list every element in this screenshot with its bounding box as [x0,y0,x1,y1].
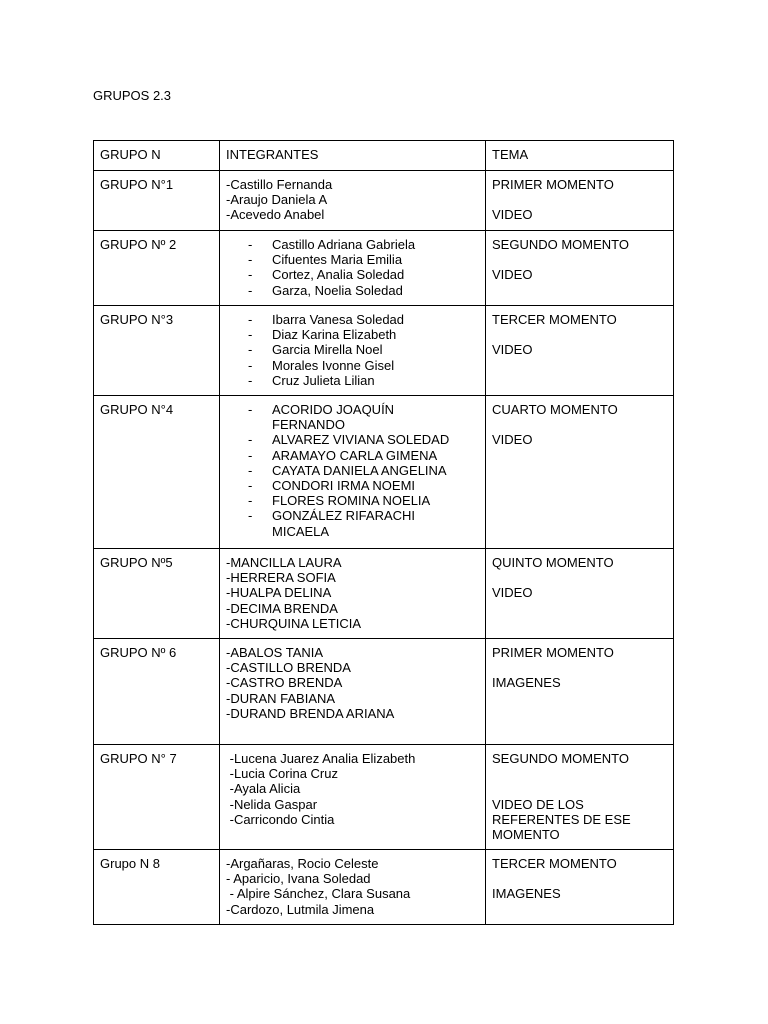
member-name: - GONZÁLEZ RIFARACHI MICAELA [226,508,432,538]
members-cell [220,850,486,925]
topic-type: VIDEO DE LOS REFERENTES DE ESE MOMENTO [492,796,631,842]
table-row [94,306,674,396]
member-name: -DURAN FABIANA [226,690,336,706]
header-cell-topic: TEMA [486,141,674,171]
member-name: - Morales Ivonne Gisel [226,358,479,373]
topic-moment: TERCER MOMENTO [492,856,617,871]
group-cell: GRUPO N°4 [94,396,220,549]
member-name: -Castillo Fernanda [226,177,333,192]
topic-moment: CUARTO MOMENTO [492,402,618,417]
group-cell: GRUPO Nº5 [94,549,220,639]
topic-cell [486,850,674,925]
member-name: -Cardozo, Lutmila Jimena [226,901,375,917]
group-cell: GRUPO Nº 2 [94,231,220,306]
topic-cell [486,396,674,549]
topic-cell [486,171,674,231]
members-cell [220,639,486,745]
member-name: - FLORES ROMINA NOELIA [226,493,479,508]
topic-moment: SEGUNDO MOMENTO [492,751,629,766]
topic-type: IMAGENES [492,886,561,902]
group-cell: GRUPO Nº 6 [94,639,220,745]
member-name: -ABALOS TANIA [226,645,324,660]
member-name: -Nelida Gaspar [226,796,318,812]
topic-moment: SEGUNDO MOMENTO [492,237,629,252]
member-name: -HUALPA DELINA [226,585,332,601]
member-name: - Garza, Noelia Soledad [226,283,479,298]
group-cell: GRUPO N°3 [94,306,220,396]
member-name: - Cortez, Analia Soledad [226,267,479,282]
table-row [94,396,674,549]
table-row [94,745,674,850]
member-name: - ACORIDO JOAQUÍN FERNANDO [226,402,422,432]
member-name: - Aparicio, Ivana Soledad [226,871,371,887]
table-row [94,639,674,745]
members-list [226,237,479,298]
topic-type: VIDEO [492,267,533,283]
topic-cell [486,745,674,850]
topic-moment: PRIMER MOMENTO [492,645,614,660]
members-cell [220,171,486,231]
topic-cell [486,231,674,306]
members-cell [220,549,486,639]
header-cell-group: GRUPO N [94,141,220,171]
member-name: -DURAND BRENDA ARIANA [226,705,395,721]
member-name: - Cifuentes Maria Emilia [226,252,479,267]
topic-type: VIDEO [492,342,533,358]
member-name: -Argañaras, Rocio Celeste [226,856,379,871]
table-header-row [94,141,674,171]
member-name: -MANCILLA LAURA [226,555,342,570]
topic-cell [486,306,674,396]
table-row [94,231,674,306]
members-cell [220,396,486,549]
member-name: -HERRERA SOFIA [226,570,336,586]
topic-moment: PRIMER MOMENTO [492,177,614,192]
member-name: - CONDORI IRMA NOEMI [226,478,479,493]
topic-moment: QUINTO MOMENTO [492,555,614,570]
member-name: - Cruz Julieta Lilian [226,373,479,388]
members-cell [220,231,486,306]
groups-table [93,140,674,925]
member-name: -Araujo Daniela A [226,192,328,208]
member-name: -CASTILLO BRENDA [226,660,351,676]
member-name: - ALVAREZ VIVIANA SOLEDAD [226,432,479,447]
member-name: -Lucena Juarez Analia Elizabeth [226,751,416,766]
group-cell: GRUPO N°1 [94,171,220,231]
member-name: -Carricondo Cintia [226,811,335,827]
table-row [94,850,674,925]
header-cell-members: INTEGRANTES [220,141,486,171]
member-name: -Lucia Corina Cruz [226,766,338,782]
topic-type: VIDEO [492,585,533,601]
table-row [94,549,674,639]
document-title: GRUPOS 2.3 [93,88,172,103]
topic-cell [486,639,674,745]
topic-cell [486,549,674,639]
member-name: -DECIMA BRENDA [226,600,338,616]
table-row [94,171,674,231]
member-name: -CASTRO BRENDA [226,675,343,691]
topic-type: IMAGENES [492,675,561,691]
members-list [226,312,479,388]
group-cell: Grupo N 8 [94,850,220,925]
member-name: - Garcia Mirella Noel [226,342,479,357]
group-cell: GRUPO N° 7 [94,745,220,850]
member-name: - Alpire Sánchez, Clara Susana [226,886,411,902]
member-name: -CHURQUINA LETICIA [226,615,362,631]
members-list [226,402,479,539]
member-name: - ARAMAYO CARLA GIMENA [226,448,479,463]
topic-type: VIDEO [492,207,533,223]
members-cell [220,306,486,396]
member-name: - Diaz Karina Elizabeth [226,327,479,342]
members-cell [220,745,486,850]
member-name: -Acevedo Anabel [226,207,325,223]
member-name: - Castillo Adriana Gabriela [226,237,479,252]
topic-moment: TERCER MOMENTO [492,312,617,327]
member-name: - CAYATA DANIELA ANGELINA [226,463,479,478]
topic-type: VIDEO [492,432,533,448]
member-name: -Ayala Alicia [226,781,301,797]
member-name: - Ibarra Vanesa Soledad [226,312,479,327]
